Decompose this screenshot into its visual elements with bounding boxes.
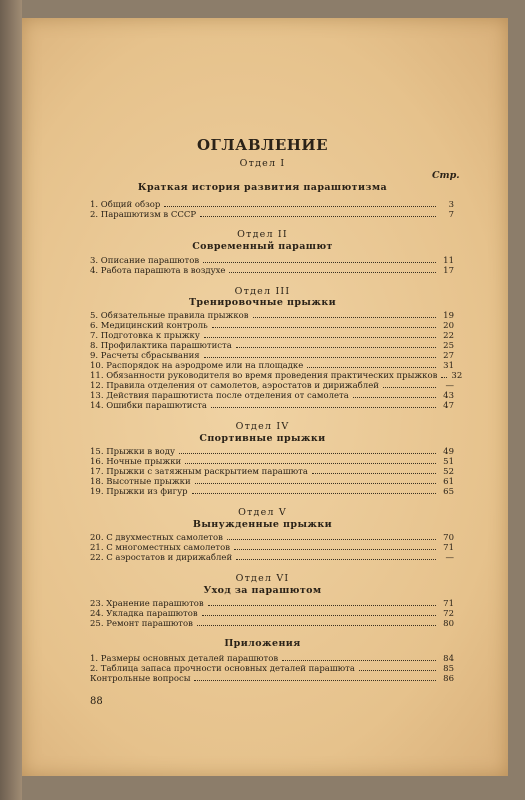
entry-text: 6. Медицинский контроль (90, 321, 208, 331)
section-title: Вынужденные прыжки (192, 519, 333, 530)
entry-page: 80 (443, 619, 454, 629)
toc-entry (90, 619, 454, 629)
leader-dots (229, 272, 436, 273)
leader-dots (441, 377, 447, 378)
toc-entry (90, 654, 454, 664)
leader-dots (234, 549, 436, 550)
section-label: Отдел VI (235, 573, 290, 584)
entry-page: 43 (443, 391, 454, 401)
entry-text: 11. Обязанности руководителя во время проведения практических прыжков (90, 371, 438, 381)
toc-entry (90, 266, 454, 276)
toc-entry (90, 371, 463, 381)
toc-entry (90, 210, 454, 220)
leader-dots (227, 539, 436, 540)
toc-entry (90, 391, 454, 401)
entry-page: 49 (443, 447, 454, 457)
toc-entry (90, 487, 454, 497)
toc-entry (90, 467, 454, 477)
entry-text: 22. С аэростатов и дирижаблей (90, 553, 233, 563)
entry-text: 7. Подготовка к прыжку (90, 331, 200, 341)
entry-text: Контрольные вопросы (90, 674, 191, 684)
leader-dots (307, 367, 436, 368)
toc-entry (90, 331, 454, 341)
section-title: Уход за парашютом (203, 585, 322, 596)
entry-text: 15. Прыжки в воду (90, 447, 175, 457)
leader-dots (197, 625, 436, 626)
entry-text: 14. Ошибки парашютиста (90, 401, 207, 411)
leader-dots (236, 347, 436, 348)
entry-page: 52 (443, 467, 454, 477)
leader-dots (204, 357, 436, 358)
entry-text: 1. Общий обзор (90, 200, 161, 210)
toc-entry (90, 200, 454, 210)
leader-dots (353, 397, 436, 398)
leader-dots (211, 407, 436, 408)
leader-dots (204, 337, 436, 338)
entry-text: 8. Профилактика парашютиста (90, 341, 232, 351)
leader-dots (200, 216, 436, 217)
entry-page: 25 (443, 341, 454, 351)
entry-text: 16. Ночные прыжки (90, 457, 182, 467)
section-label: Отдел V (238, 507, 287, 518)
leader-dots (312, 473, 436, 474)
entry-page: 70 (443, 533, 454, 543)
leader-dots (192, 493, 436, 494)
entry-text: 13. Действия парашютиста после отделения от самолета (90, 391, 349, 401)
toc-entry (90, 401, 454, 411)
section-title: Тренировочные прыжки (188, 297, 337, 308)
toc-entry (90, 599, 454, 609)
entry-text: 20. С двухместных самолетов (90, 533, 223, 543)
entry-page: 27 (443, 351, 454, 361)
entry-text: 23. Хранение парашютов (90, 599, 204, 609)
section-label: Отдел III (234, 286, 291, 297)
leader-dots (185, 463, 436, 464)
section-label: Отдел I (239, 158, 286, 169)
toc-entry (90, 457, 454, 467)
entry-page: 71 (443, 543, 454, 553)
leader-dots (383, 387, 436, 388)
entry-page: 72 (443, 609, 454, 619)
entry-page: 47 (443, 401, 454, 411)
leader-dots (202, 615, 436, 616)
entry-text: 24. Укладка парашютов (90, 609, 198, 619)
entry-text: 9. Расчеты сбрасывания (90, 351, 200, 361)
toc-entry (90, 351, 454, 361)
toc-entry (90, 674, 454, 684)
leader-dots (253, 317, 436, 318)
page-column-label: Стр. (432, 170, 460, 181)
entry-page: 11 (443, 256, 454, 266)
section-title: Приложения (224, 638, 301, 649)
toc-title: ОГЛАВЛЕНИЕ (196, 136, 329, 154)
section-label: Отдел IV (235, 421, 290, 432)
entry-page: 20 (443, 321, 454, 331)
entry-text: 2. Парашютизм в СССР (90, 210, 197, 220)
toc-entry (90, 609, 454, 619)
entry-text: 1. Размеры основных деталей парашютов (90, 654, 279, 664)
leader-dots (282, 660, 436, 661)
toc-entry (90, 477, 454, 487)
entry-page: — (445, 553, 454, 563)
entry-page: 84 (443, 654, 454, 664)
entry-text: 21. С многоместных самолетов (90, 543, 231, 553)
toc-entry (90, 361, 454, 371)
entry-text: 3. Описание парашютов (90, 256, 200, 266)
toc-entry (90, 533, 454, 543)
book-binding (0, 0, 22, 800)
toc-entry (90, 664, 454, 674)
entry-page: 3 (448, 200, 454, 210)
entry-text: 17. Прыжки с затяжным раскрытием парашюта (90, 467, 308, 477)
page-number: 88 (90, 696, 103, 707)
entry-text: 12. Правила отделения от самолетов, аэростатов и дирижаблей (90, 381, 379, 391)
section-title: Спортивные прыжки (199, 433, 326, 444)
leader-dots (359, 670, 436, 671)
leader-dots (194, 680, 436, 681)
entry-page: 85 (443, 664, 454, 674)
toc-entry (90, 341, 454, 351)
entry-page: 19 (443, 311, 454, 321)
entry-text: 2. Таблица запаса прочности основных деталей парашюта (90, 664, 355, 674)
entry-text: 18. Высотные прыжки (90, 477, 191, 487)
entry-page: 71 (443, 599, 454, 609)
leader-dots (212, 327, 436, 328)
entry-page: 31 (443, 361, 454, 371)
section-title: Краткая история развития парашютизма (137, 182, 388, 193)
entry-page: 17 (443, 266, 454, 276)
entry-page: 51 (443, 457, 454, 467)
entry-page: 86 (443, 674, 454, 684)
toc-entry (90, 381, 454, 391)
entry-page: 7 (448, 210, 454, 220)
entry-page: 22 (443, 331, 454, 341)
leader-dots (236, 559, 436, 560)
entry-text: 5. Обязательные правила прыжков (90, 311, 249, 321)
toc-entry (90, 543, 454, 553)
entry-page: 65 (443, 487, 454, 497)
toc-entry (90, 311, 454, 321)
toc-entry (90, 447, 454, 457)
leader-dots (164, 206, 436, 207)
section-title: Современный парашют (192, 241, 333, 252)
entry-text: 19. Прыжки из фигур (90, 487, 188, 497)
entry-text: 25. Ремонт парашютов (90, 619, 193, 629)
entry-page: 32 (451, 371, 463, 381)
leader-dots (208, 605, 436, 606)
entry-text: 10. Распорядок на аэродроме или на площадке (90, 361, 304, 371)
toc-entry (90, 321, 454, 331)
entry-page: — (445, 381, 454, 391)
leader-dots (195, 483, 436, 484)
leader-dots (179, 453, 436, 454)
leader-dots (203, 262, 436, 263)
section-label: Отдел II (237, 229, 288, 240)
toc-entry (90, 553, 454, 563)
toc-entry (90, 256, 454, 266)
entry-page: 61 (443, 477, 454, 487)
entry-text: 4. Работа парашюта в воздухе (90, 266, 226, 276)
